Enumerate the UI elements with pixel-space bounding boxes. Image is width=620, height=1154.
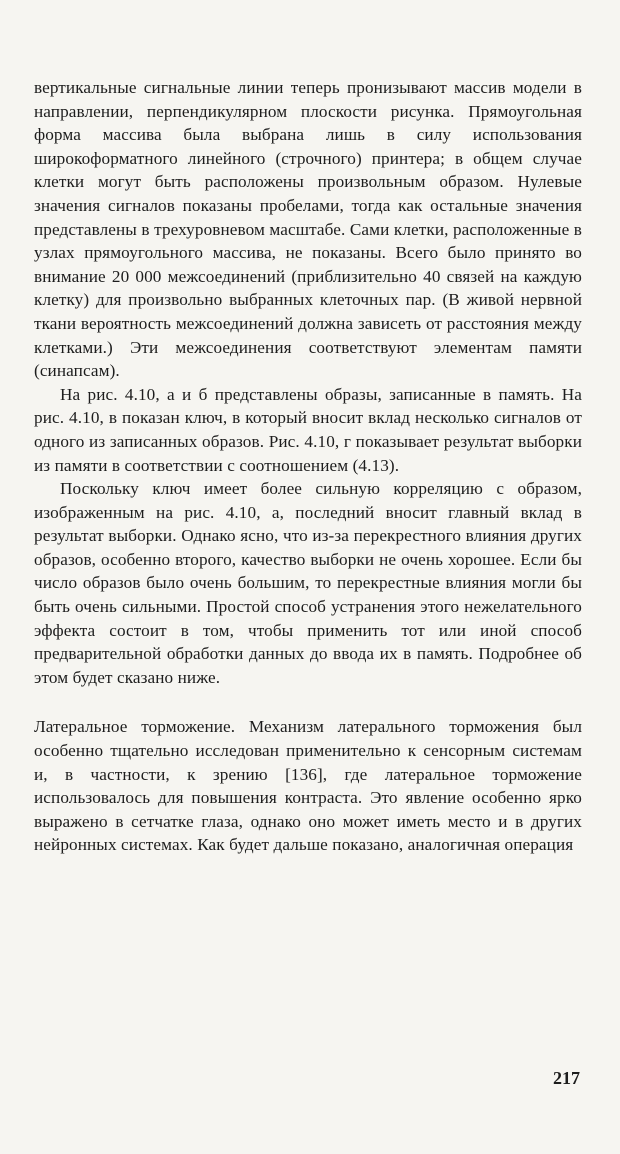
paragraph-2: На рис. 4.10, а и б представлены образы, записанные в память. На рис. 4.10, в показан ключ, в который вносит вклад несколько сигналов от одного из записанных образов. Рис. 4.10, г показывает результат выборки из памяти в соответствии с соотношением (4.13).: [34, 384, 582, 475]
page-number: 217: [553, 1068, 580, 1088]
paragraph-1: вертикальные сигнальные линии теперь пронизывают массив модели в направлении, перпендикулярном плоскости рисунка. Прямоугольная форма массива была выбрана лишь в силу использования широкоформатного линейного (строчного) принтера; в общем случае клетки могут быть расположены произвольным образом. Нулевые значения сигналов показаны пробелами, тогда как остальные значения представлены в трехуровневом масштабе. Сами клетки, расположенные в узлах прямоугольного массива, не показаны. Всего было принято во внимание 20 000 межсоединений (приблизительно 40 связей на каждую клетку) для произвольно выбранных клеточных пар. (В живой нервной ткани вероятность межсоединений должна зависеть от расстояния между клетками.) Эти межсоединения соответствуют элементам памяти (синапсам).: [34, 78, 582, 381]
body-text: [34, 76, 582, 857]
paragraph-lateral-inhibition: Латеральное торможение. Механизм латерального торможения был особенно тщательно исследован применительно к сенсорным системам и, в частности, к зрению [136], где латеральное торможение использовалось для повышения контраста. Это явление особенно ярко выражено в сетчатке глаза, однако оно может иметь место и в других нейронных системах. Как будет дальше показано, аналогичная операция: [34, 717, 582, 855]
paragraph-3: Поскольку ключ имеет более сильную корреляцию с образом, изображенным на рис. 4.10, а, последний вносит главный вклад в результат выборки. Однако ясно, что из-за перекрестного влияния других образов, особенно второго, качество выборки не очень хорошее. Если бы число образов было очень большим, то перекрестные влияния могли бы быть очень сильными. Простой способ устранения этого нежелательного эффекта состоит в том, чтобы применить тот или иной способ предварительной обработки данных до ввода их в память. Подробнее об этом будет сказано ниже.: [34, 479, 582, 687]
